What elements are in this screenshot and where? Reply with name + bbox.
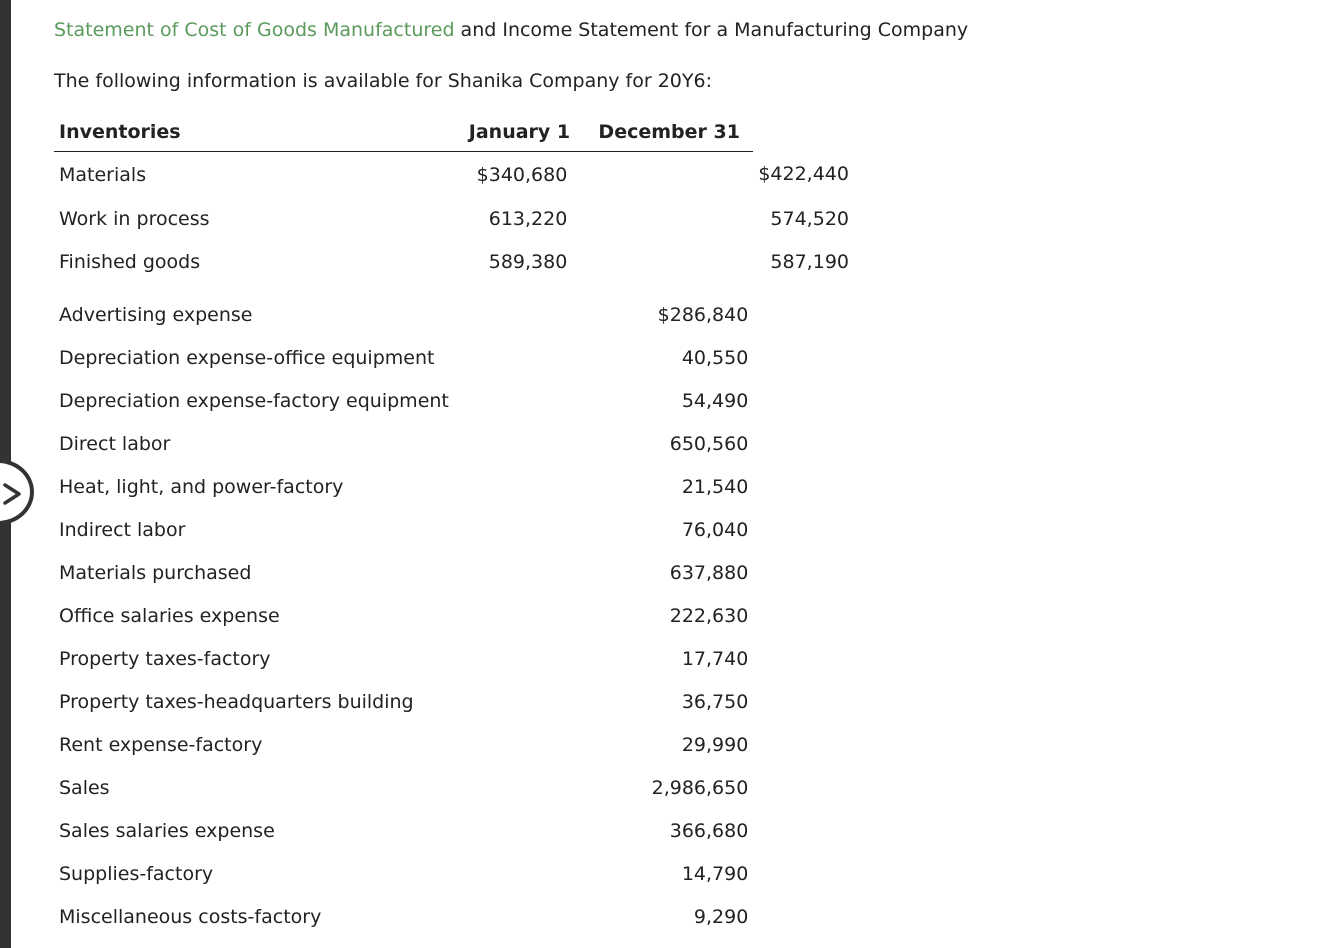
inventory-dec-value: 587,190 — [770, 250, 849, 273]
expense-label: Sales — [59, 776, 110, 799]
expense-label: Advertising expense — [59, 303, 253, 326]
expense-label: Depreciation expense-office equipment — [59, 346, 435, 369]
inventory-jan-value: $340,680 — [476, 163, 568, 186]
expense-spacer-cell — [454, 723, 585, 766]
inventory-label: Materials — [59, 163, 147, 186]
expense-value: 650,560 — [669, 432, 749, 455]
expense-spacer-cell — [454, 336, 585, 379]
inventory-jan-value: 589,380 — [488, 250, 568, 273]
expense-value: 9,290 — [693, 905, 749, 928]
header-december-31: December 31 — [585, 112, 753, 152]
expense-row — [54, 723, 854, 766]
inventory-row — [54, 152, 854, 198]
expense-row — [54, 336, 854, 379]
expense-value: 40,550 — [681, 346, 749, 369]
expense-value: 36,750 — [681, 690, 749, 713]
inventory-label: Work in process — [59, 207, 210, 230]
expense-label: Supplies-factory — [59, 862, 214, 885]
expense-label: Materials purchased — [59, 561, 252, 584]
table-header-row — [54, 112, 854, 152]
inventory-row — [54, 240, 854, 283]
expense-spacer-cell — [454, 637, 585, 680]
expense-row — [54, 895, 854, 938]
expense-spacer-cell — [454, 293, 585, 336]
inventory-label: Finished goods — [59, 250, 201, 273]
inventory-row — [54, 197, 854, 240]
title-rest: and Income Statement for a Manufacturing Company — [454, 19, 969, 41]
header-january-1: January 1 — [454, 112, 585, 152]
page-title — [54, 18, 968, 42]
expense-row — [54, 637, 854, 680]
expense-spacer-cell — [454, 422, 585, 465]
expense-row — [54, 551, 854, 594]
expense-value: 21,540 — [681, 475, 749, 498]
expense-label: Sales salaries expense — [59, 819, 275, 842]
expense-row — [54, 293, 854, 336]
inventory-dec-value: 574,520 — [770, 207, 849, 230]
expense-row — [54, 766, 854, 809]
expense-label: Indirect labor — [59, 518, 186, 541]
section-spacer — [54, 283, 854, 293]
expense-value: 17,740 — [681, 647, 749, 670]
header-inventories: Inventories — [54, 112, 454, 152]
expense-value: 14,790 — [681, 862, 749, 885]
expense-spacer-cell — [454, 465, 585, 508]
expense-label: Property taxes-factory — [59, 647, 271, 670]
sidebar-toggle-button[interactable] — [0, 459, 34, 525]
expense-spacer-cell — [454, 551, 585, 594]
expense-row — [54, 809, 854, 852]
chevron-right-icon — [2, 483, 24, 505]
spacer-cell — [54, 283, 753, 293]
expense-value: $286,840 — [657, 303, 749, 326]
data-table — [54, 112, 854, 938]
inventory-jan-value: 613,220 — [488, 207, 568, 230]
expense-value: 637,880 — [669, 561, 749, 584]
inventory-dec-value: $422,440 — [758, 163, 849, 186]
expense-spacer-cell — [454, 508, 585, 551]
expense-spacer-cell — [454, 852, 585, 895]
expense-value: 366,680 — [669, 819, 749, 842]
expense-label: Office salaries expense — [59, 604, 280, 627]
expense-label: Direct labor — [59, 432, 171, 455]
title-link[interactable]: Statement of Cost of Goods Manufactured — [54, 19, 455, 41]
expense-row — [54, 852, 854, 895]
expense-value: 2,986,650 — [651, 776, 749, 799]
table-body — [54, 152, 854, 939]
expense-row — [54, 508, 854, 551]
expense-spacer-cell — [454, 594, 585, 637]
expense-label: Rent expense-factory — [59, 733, 263, 756]
expense-row — [54, 680, 854, 723]
expense-spacer-cell — [454, 895, 585, 938]
expense-value: 29,990 — [681, 733, 749, 756]
expense-label: Property taxes-headquarters building — [59, 690, 414, 713]
expense-spacer-cell — [454, 680, 585, 723]
expense-row — [54, 422, 854, 465]
expense-value: 76,040 — [681, 518, 749, 541]
expense-label: Heat, light, and power-factory — [59, 475, 344, 498]
expense-label: Depreciation expense-factory equipment — [59, 389, 449, 412]
expense-row — [54, 465, 854, 508]
expense-value: 222,630 — [669, 604, 749, 627]
expense-row — [54, 594, 854, 637]
expense-label: Miscellaneous costs-factory — [59, 905, 322, 928]
expense-spacer-cell — [454, 809, 585, 852]
expense-spacer-cell — [454, 766, 585, 809]
expense-value: 54,490 — [681, 389, 749, 412]
expense-row — [54, 379, 854, 422]
intro-text: The following information is available for Shanika Company for 20Y6: — [54, 70, 712, 92]
expense-spacer-cell — [454, 379, 585, 422]
